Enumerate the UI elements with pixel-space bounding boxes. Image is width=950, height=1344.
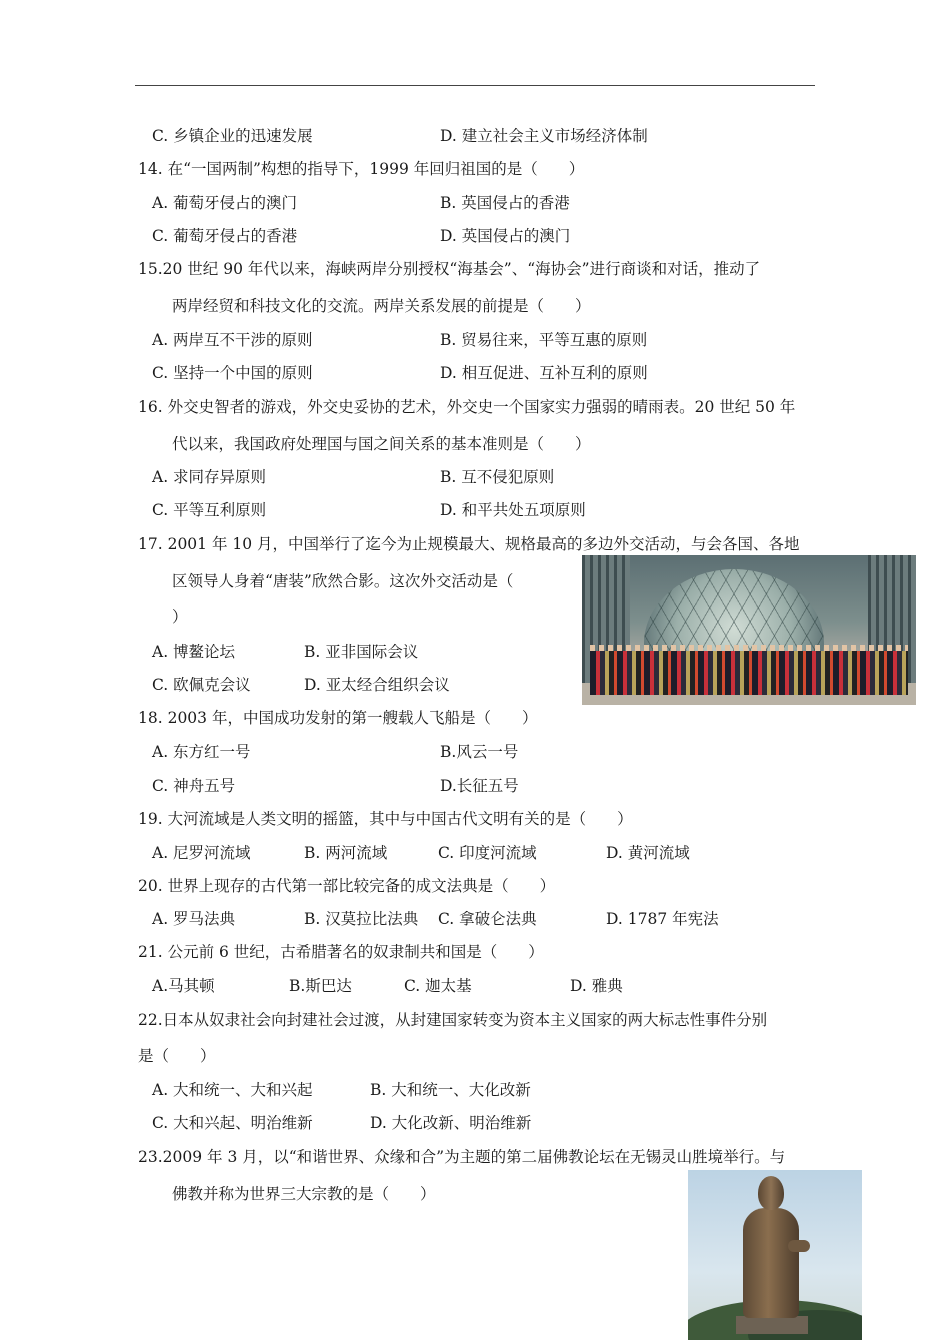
option-21c: C. 迦太基 bbox=[404, 977, 472, 995]
option-17d: D. 亚太经合组织会议 bbox=[304, 676, 450, 694]
option-18d: D.长征五号 bbox=[440, 777, 519, 795]
option-14c: C. 葡萄牙侵占的香港 bbox=[152, 227, 298, 245]
statue-body bbox=[743, 1208, 799, 1318]
question-23-line1: 23.2009 年 3 月，以“和谐世界、众缘和合”为主题的第二届佛教论坛在无锡灵山胜境举行。与 bbox=[138, 1148, 786, 1166]
option-18a: A. 东方红一号 bbox=[152, 743, 251, 761]
lingshan-buddha-photo bbox=[688, 1170, 862, 1340]
option-14d: D. 英国侵占的澳门 bbox=[440, 227, 571, 245]
question-16-line2: 代以来，我国政府处理国与国之间关系的基本准则是（ ） bbox=[172, 435, 591, 453]
question-20: 20. 世界上现存的古代第一部比较完备的成文法典是（ ） bbox=[138, 877, 556, 895]
option-20d: D. 1787 年宪法 bbox=[606, 910, 719, 928]
option-15d: D. 相互促进、互补互利的原则 bbox=[440, 364, 648, 382]
question-15-line2: 两岸经贸和科技文化的交流。两岸关系发展的前提是（ ） bbox=[172, 297, 591, 315]
apec-group-photo bbox=[582, 555, 916, 705]
question-14: 14. 在“一国两制”构想的指导下，1999 年回归祖国的是（ ） bbox=[138, 160, 585, 178]
option-16a: A. 求同存异原则 bbox=[152, 468, 267, 486]
option-21d: D. 雅典 bbox=[570, 977, 623, 995]
question-22-line1: 22.日本从奴隶社会向封建社会过渡，从封建国家转变为资本主义国家的两大标志性事件分别 bbox=[138, 1011, 768, 1029]
option-17a: A. 博鳌论坛 bbox=[152, 643, 236, 661]
option-14a: A. 葡萄牙侵占的澳门 bbox=[152, 194, 298, 212]
statue-arm bbox=[788, 1240, 810, 1252]
question-16-line1: 16. 外交史智者的游戏，外交史妥协的艺术，外交史一个国家实力强弱的晴雨表。20 世纪 50 年 bbox=[138, 398, 796, 416]
question-17-line3: ） bbox=[172, 608, 188, 626]
question-19: 19. 大河流域是人类文明的摇篮，其中与中国古代文明有关的是（ ） bbox=[138, 810, 633, 828]
question-15-line1: 15.20 世纪 90 年代以来，海峡两岸分别授权“海基会”、“海协会”进行商谈和对话，推动了 bbox=[138, 260, 761, 278]
option-18c: C. 神舟五号 bbox=[152, 777, 236, 795]
option-13c: C. 乡镇企业的迅速发展 bbox=[152, 127, 313, 145]
option-15a: A. 两岸互不干涉的原则 bbox=[152, 331, 313, 349]
option-20b: B. 汉莫拉比法典 bbox=[304, 910, 419, 928]
option-16c: C. 平等互利原则 bbox=[152, 501, 267, 519]
option-13d: D. 建立社会主义市场经济体制 bbox=[440, 127, 648, 145]
option-20a: A. 罗马法典 bbox=[152, 910, 236, 928]
leaders-row bbox=[590, 651, 908, 695]
option-15b: B. 贸易往来，平等互惠的原则 bbox=[440, 331, 648, 349]
question-17-line1: 17. 2001 年 10 月，中国举行了迄今为止规模最大、规格最高的多边外交活动，与会各国、各地 bbox=[138, 535, 800, 553]
option-22b: B. 大和统一、大化改新 bbox=[370, 1081, 531, 1099]
question-23-line2: 佛教并称为世界三大宗教的是（ ） bbox=[172, 1185, 436, 1203]
statue-base bbox=[736, 1316, 808, 1334]
option-19c: C. 印度河流域 bbox=[438, 844, 537, 862]
option-22c: C. 大和兴起、明治维新 bbox=[152, 1114, 313, 1132]
option-20c: C. 拿破仑法典 bbox=[438, 910, 537, 928]
option-21b: B.斯巴达 bbox=[289, 977, 352, 995]
question-21: 21. 公元前 6 世纪，古希腊著名的奴隶制共和国是（ ） bbox=[138, 943, 544, 961]
option-19d: D. 黄河流域 bbox=[606, 844, 690, 862]
header-rule bbox=[135, 85, 815, 86]
option-17c: C. 欧佩克会议 bbox=[152, 676, 251, 694]
option-21a: A.马其顿 bbox=[152, 977, 215, 995]
option-22d: D. 大化改新、明治维新 bbox=[370, 1114, 532, 1132]
statue-head bbox=[758, 1176, 784, 1210]
option-16b: B. 互不侵犯原则 bbox=[440, 468, 555, 486]
option-17b: B. 亚非国际会议 bbox=[304, 643, 419, 661]
option-22a: A. 大和统一、大和兴起 bbox=[152, 1081, 313, 1099]
option-16d: D. 和平共处五项原则 bbox=[440, 501, 586, 519]
option-14b: B. 英国侵占的香港 bbox=[440, 194, 570, 212]
option-19a: A. 尼罗河流域 bbox=[152, 844, 251, 862]
option-19b: B. 两河流域 bbox=[304, 844, 388, 862]
question-18: 18. 2003 年，中国成功发射的第一艘载人飞船是（ ） bbox=[138, 709, 538, 727]
question-17-line2: 区领导人身着“唐装”欣然合影。这次外交活动是（ bbox=[172, 572, 514, 590]
option-15c: C. 坚持一个中国的原则 bbox=[152, 364, 313, 382]
question-22-line2: 是（ ） bbox=[138, 1047, 216, 1065]
option-18b: B.风云一号 bbox=[440, 743, 519, 761]
